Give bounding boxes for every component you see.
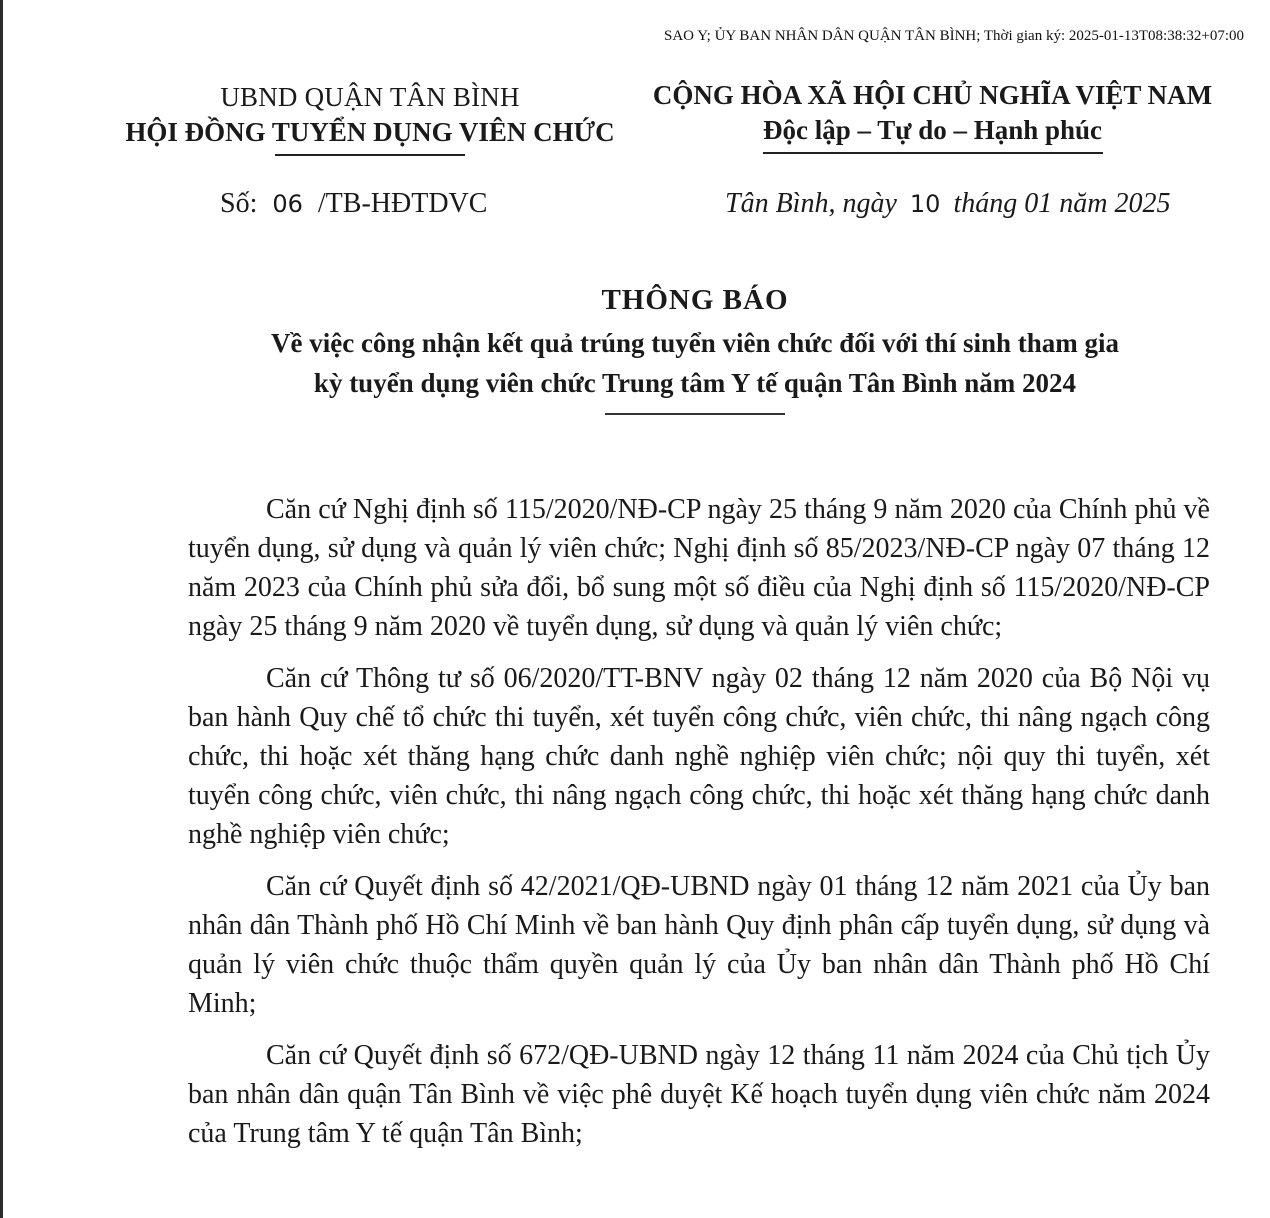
place-date-suffix: tháng 01 năm 2025 (953, 188, 1171, 219)
issuer-header (100, 82, 640, 156)
paragraph: Căn cứ Quyết định số 672/QĐ-UBND ngày 12 tháng 11 năm 2024 của Chủ tịch Ủy ban nhân dân quận Tân Bình về việc phê duyệt Kế hoạch tuyển dụng viên chức năm 2024 của Trung tâm Y tế quận Tân Bình; (188, 1040, 1210, 1149)
subject-line-1: Về việc công nhận kết quả trúng tuyển viên chức đối với thí sinh tham gia (271, 328, 1119, 358)
doc-number-value: 06 (272, 190, 303, 218)
national-motto: Độc lập – Tự do – Hạnh phúc (762, 115, 1103, 145)
national-header (640, 80, 1225, 154)
issuer-name: HỘI ĐỒNG TUYỂN DỤNG VIÊN CHỨC (125, 117, 615, 147)
digital-signature-stamp: SAO Y; ỦY BAN NHÂN DÂN QUẬN TÂN BÌNH; Thời gian ký: 2025-01-13T08:38:32+07:00 (664, 28, 1244, 44)
national-name: CỘNG HÒA XÃ HỘI CHỦ NGHĨA VIỆT NAM (652, 80, 1213, 110)
doc-number-prefix: Số: (220, 188, 258, 219)
place-and-date (725, 188, 1170, 220)
document-body (188, 490, 1210, 1166)
place-date-prefix: Tân Bình, ngày (725, 188, 897, 219)
document-title-block (180, 284, 1210, 415)
document-title: THÔNG BÁO (601, 284, 789, 316)
motto-underline (763, 152, 1103, 154)
paragraph: Căn cứ Nghị định số 115/2020/NĐ-CP ngày 25 tháng 9 năm 2020 của Chính phủ về tuyển dụng, sử dụng và quản lý viên chức; Nghị định số 85/2023/NĐ-CP ngày 07 tháng 12 năm 2023 của Chính phủ sửa đổi, bổ sung một số điều của Nghị định số 115/2020/NĐ-CP ngày 25 tháng 9 năm 2020 về tuyển dụng, sử dụng và quản lý viên chức; (188, 494, 1210, 642)
document-subject (180, 323, 1210, 403)
place-date-day: 10 (909, 190, 941, 218)
document-number (220, 188, 487, 220)
paragraph: Căn cứ Quyết định số 42/2021/QĐ-UBND ngày 01 tháng 12 năm 2021 của Ủy ban nhân dân Thành phố Hồ Chí Minh về ban hành Quy định phân cấp tuyển dụng, sử dụng và quản lý viên chức thuộc thẩm quyền quản lý của Ủy ban nhân dân Thành phố Hồ Chí Minh; (188, 871, 1210, 1019)
subject-line-2: kỳ tuyển dụng viên chức Trung tâm Y tế quận Tân Bình năm 2024 (313, 368, 1077, 398)
issuer-parent: UBND QUẬN TÂN BÌNH (220, 82, 520, 112)
doc-number-suffix: /TB-HĐTDVC (317, 188, 488, 219)
issuer-underline (275, 154, 465, 156)
page-edge (0, 0, 3, 1218)
paragraph: Căn cứ Thông tư số 06/2020/TT-BNV ngày 02 tháng 12 năm 2020 của Bộ Nội vụ ban hành Quy chế tổ chức thi tuyển, xét tuyển công chức, viên chức, thi nâng ngạch công chức, thi hoặc xét thăng hạng chức danh nghề nghiệp viên chức; nội quy thi tuyển, xét tuyển công chức, viên chức, thi nâng ngạch công chức, thi hoặc xét thăng hạng chức danh nghề nghiệp viên chức; (188, 663, 1210, 850)
title-rule (605, 413, 785, 415)
